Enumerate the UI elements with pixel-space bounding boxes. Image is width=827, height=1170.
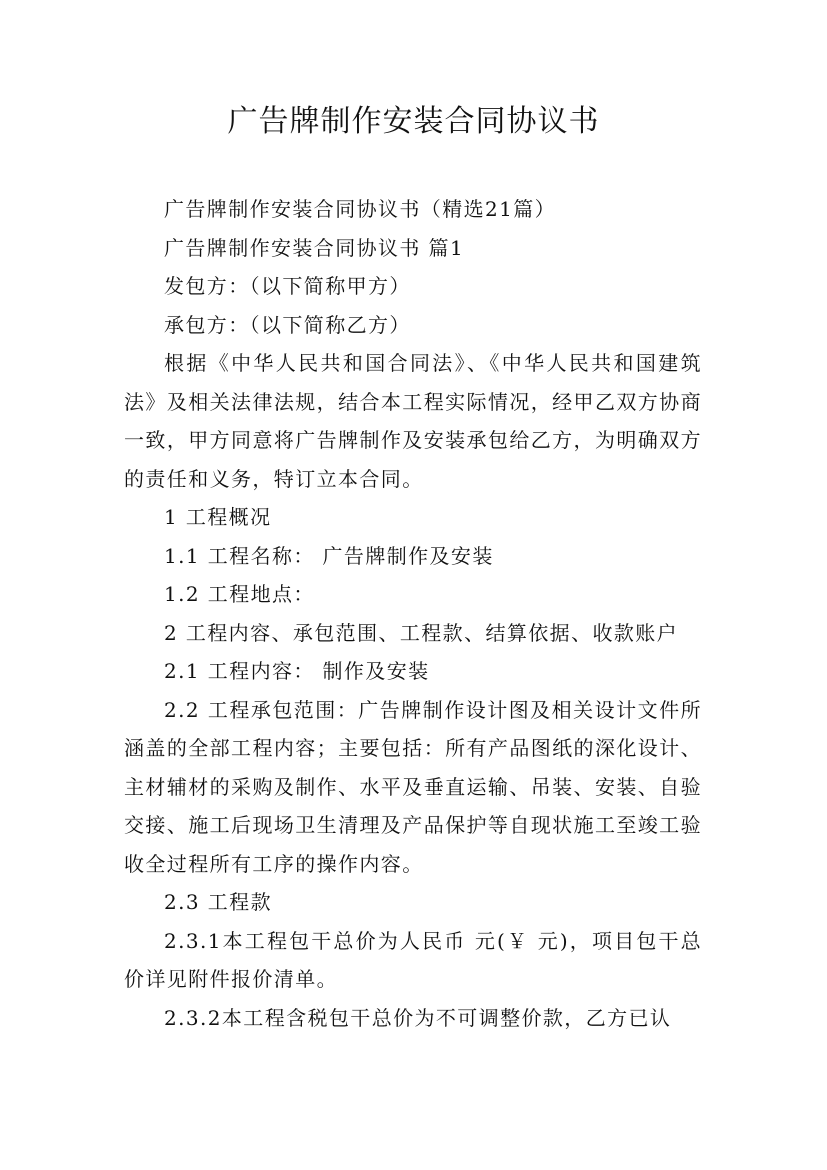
clause-paragraph: 2.2 工程承包范围：广告牌制作设计图及相关设计文件所涵盖的全部工程内容；主要包括：所有产品图纸的深化设计、主材辅材的采购及制作、水平及垂直运输、吊装、安装、自验交接、施工后现场卫生清理及产品保护等自现状施工至竣工验收全过程所有工序的操作内容。 [124, 697, 702, 876]
document-body [124, 190, 702, 1037]
clause-heading: 1 工程概况 [164, 505, 272, 529]
party-b-line: 承包方：（以下简称乙方） [164, 312, 411, 337]
clause-line: 1.1 工程名称： 广告牌制作及安装 [164, 543, 494, 568]
clause-line: 1.2 工程地点： [164, 582, 315, 606]
preamble-paragraph: 根据《中华人民共和国合同法》、《中华人民共和国建筑法》及相关法律法规，结合本工程实际情况，经甲乙双方协商一致，甲方同意将广告牌制作及安装承包给乙方，为明确双方的责任和义务，特订立本合同。 [124, 351, 702, 491]
clause-paragraph: 2.3.2本工程含税包干总价为不可调整价款，乙方已认 [164, 1005, 672, 1030]
party-a-line: 发包方：（以下简称甲方） [164, 274, 411, 298]
document-title: 广告牌制作安装合同协议书 [227, 104, 600, 139]
section-heading: 广告牌制作安装合同协议书 篇1 [164, 235, 465, 260]
clause-paragraph: 2.3.1本工程包干总价为人民币 元(￥ 元)，项目包干总价详见附件报价清单。 [124, 928, 702, 991]
clause-heading: 2.3 工程款 [164, 890, 272, 914]
subtitle-paragraph: 广告牌制作安装合同协议书（精选21篇） [164, 197, 557, 221]
clause-line: 2.1 工程内容： 制作及安装 [164, 659, 430, 683]
clause-heading: 2 工程内容、承包范围、工程款、结算依据、收款账户 [164, 620, 679, 645]
